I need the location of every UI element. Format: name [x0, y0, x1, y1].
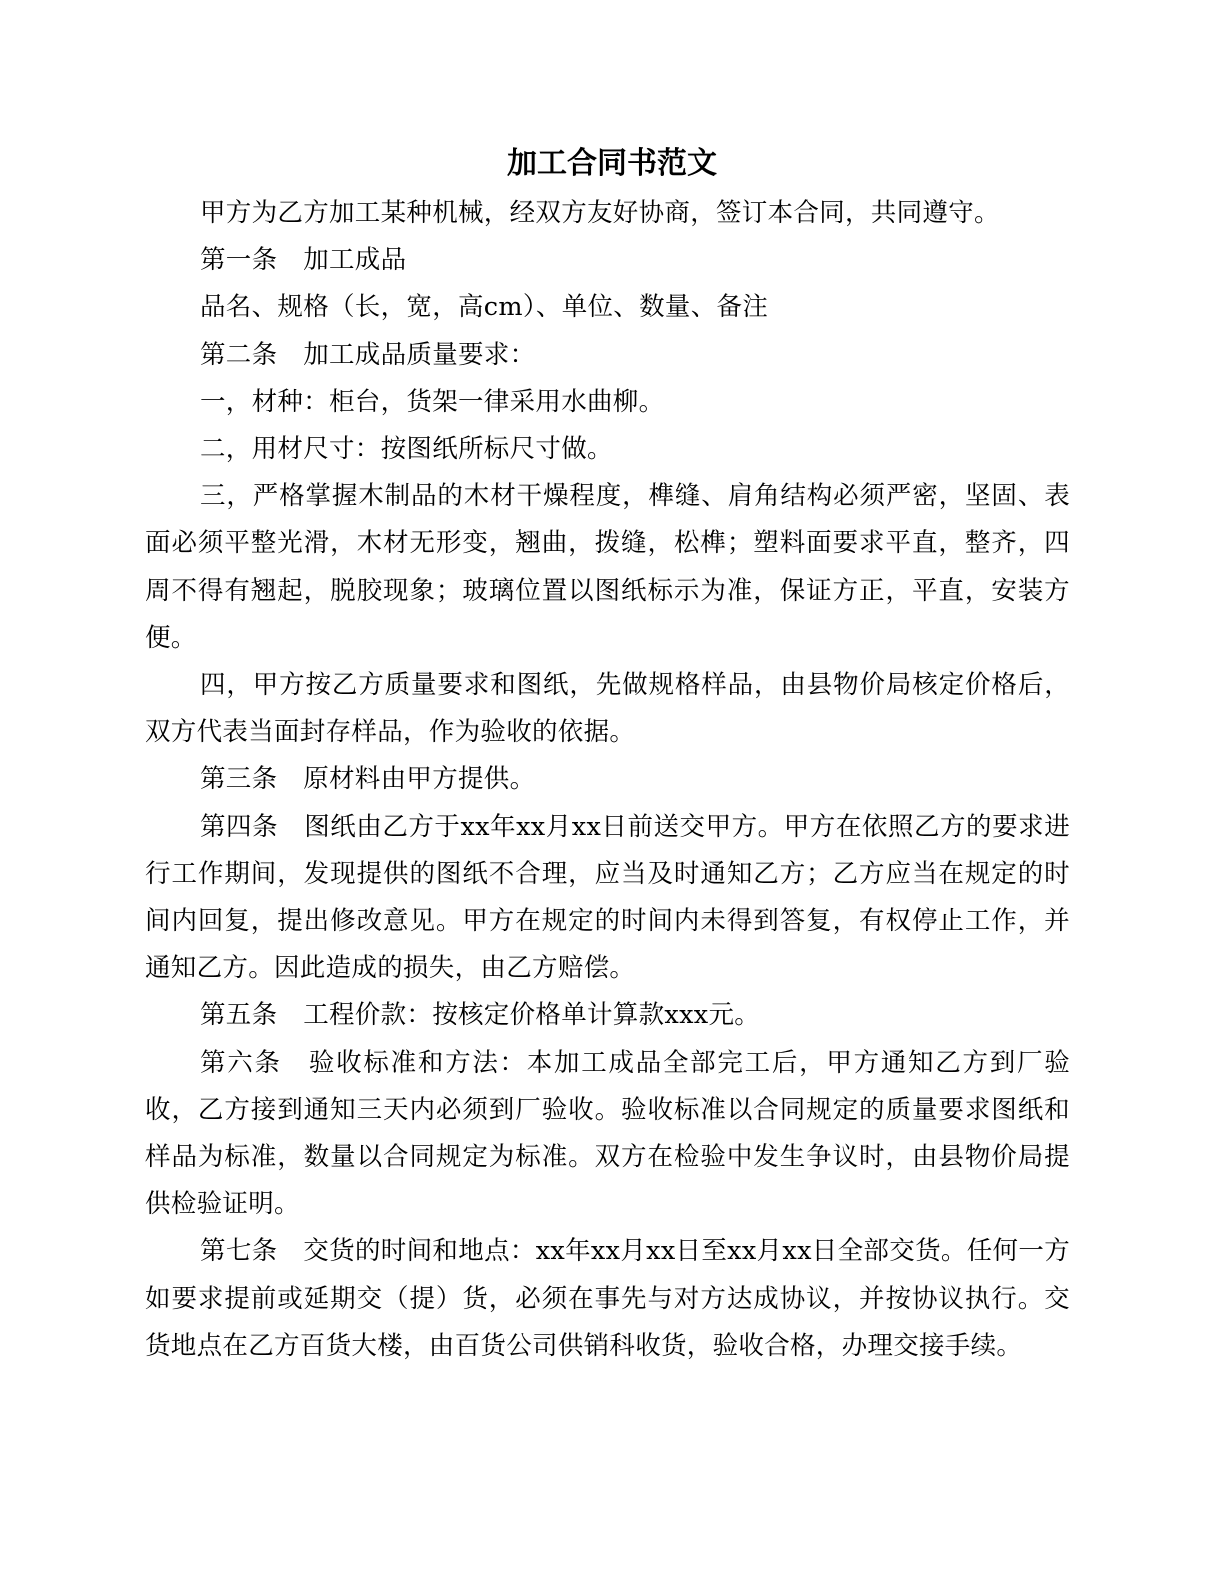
article-2-heading: 第二条 加工成品质量要求： [200, 339, 536, 370]
article-3-paragraph: 第三条 原材料由甲方提供。 [200, 764, 536, 795]
quality-item-1: 一，材种：柜台，货架一律采用水曲柳。 [200, 386, 665, 417]
article-5-paragraph: 第五条 工程价款：按核定价格单计算款xxx元。 [200, 1000, 761, 1031]
document-body [145, 190, 1070, 1370]
quality-item-3: 三，严格掌握木制品的木材干燥程度，榫缝、肩角结构必须严密，坚固、表面必须平整光滑，木材无形变，翘曲，拨缝，松榫；塑料面要求平直，整齐，四周不得有翘起，脱胶现象；玻璃位置以图纸标示为准，保证方正，平直，安装方便。 [145, 481, 1070, 653]
product-spec-line: 品名、规格（长，宽，高cm）、单位、数量、备注 [200, 292, 769, 323]
article-1-heading: 第一条 加工成品 [200, 245, 407, 276]
document-title: 加工合同书范文 [507, 146, 717, 181]
quality-item-2: 二，用材尺寸：按图纸所标尺寸做。 [200, 434, 613, 465]
quality-item-4: 四，甲方按乙方质量要求和图纸，先做规格样品，由县物价局核定价格后，双方代表当面封存样品，作为验收的依据。 [145, 670, 1070, 748]
article-6-paragraph: 第六条 验收标准和方法：本加工成品全部完工后，甲方通知乙方到厂验收，乙方接到通知三天内必须到厂验收。验收标准以合同规定的质量要求图纸和样品为标准，数量以合同规定为标准。双方在检验中发生争议时，由县物价局提供检验证明。 [145, 1047, 1070, 1220]
article-7-paragraph: 第七条 交货的时间和地点：xx年xx月xx日至xx月xx日全部交货。任何一方如要求提前或延期交（提）货，必须在事先与对方达成协议，并按协议执行。交货地点在乙方百货大楼，由百货公司供销科收货，验收合格，办理交接手续。 [145, 1236, 1070, 1361]
article-4-paragraph: 第四条 图纸由乙方于xx年xx月xx日前送交甲方。甲方在依照乙方的要求进行工作期间，发现提供的图纸不合理，应当及时通知乙方；乙方应当在规定的时间内回复，提出修改意见。甲方在规定的时间内未得到答复，有权停止工作，并通知乙方。因此造成的损失，由乙方赔偿。 [145, 811, 1070, 984]
intro-paragraph: 甲方为乙方加工某种机械，经双方友好协商，签订本合同，共同遵守。 [200, 198, 1000, 228]
